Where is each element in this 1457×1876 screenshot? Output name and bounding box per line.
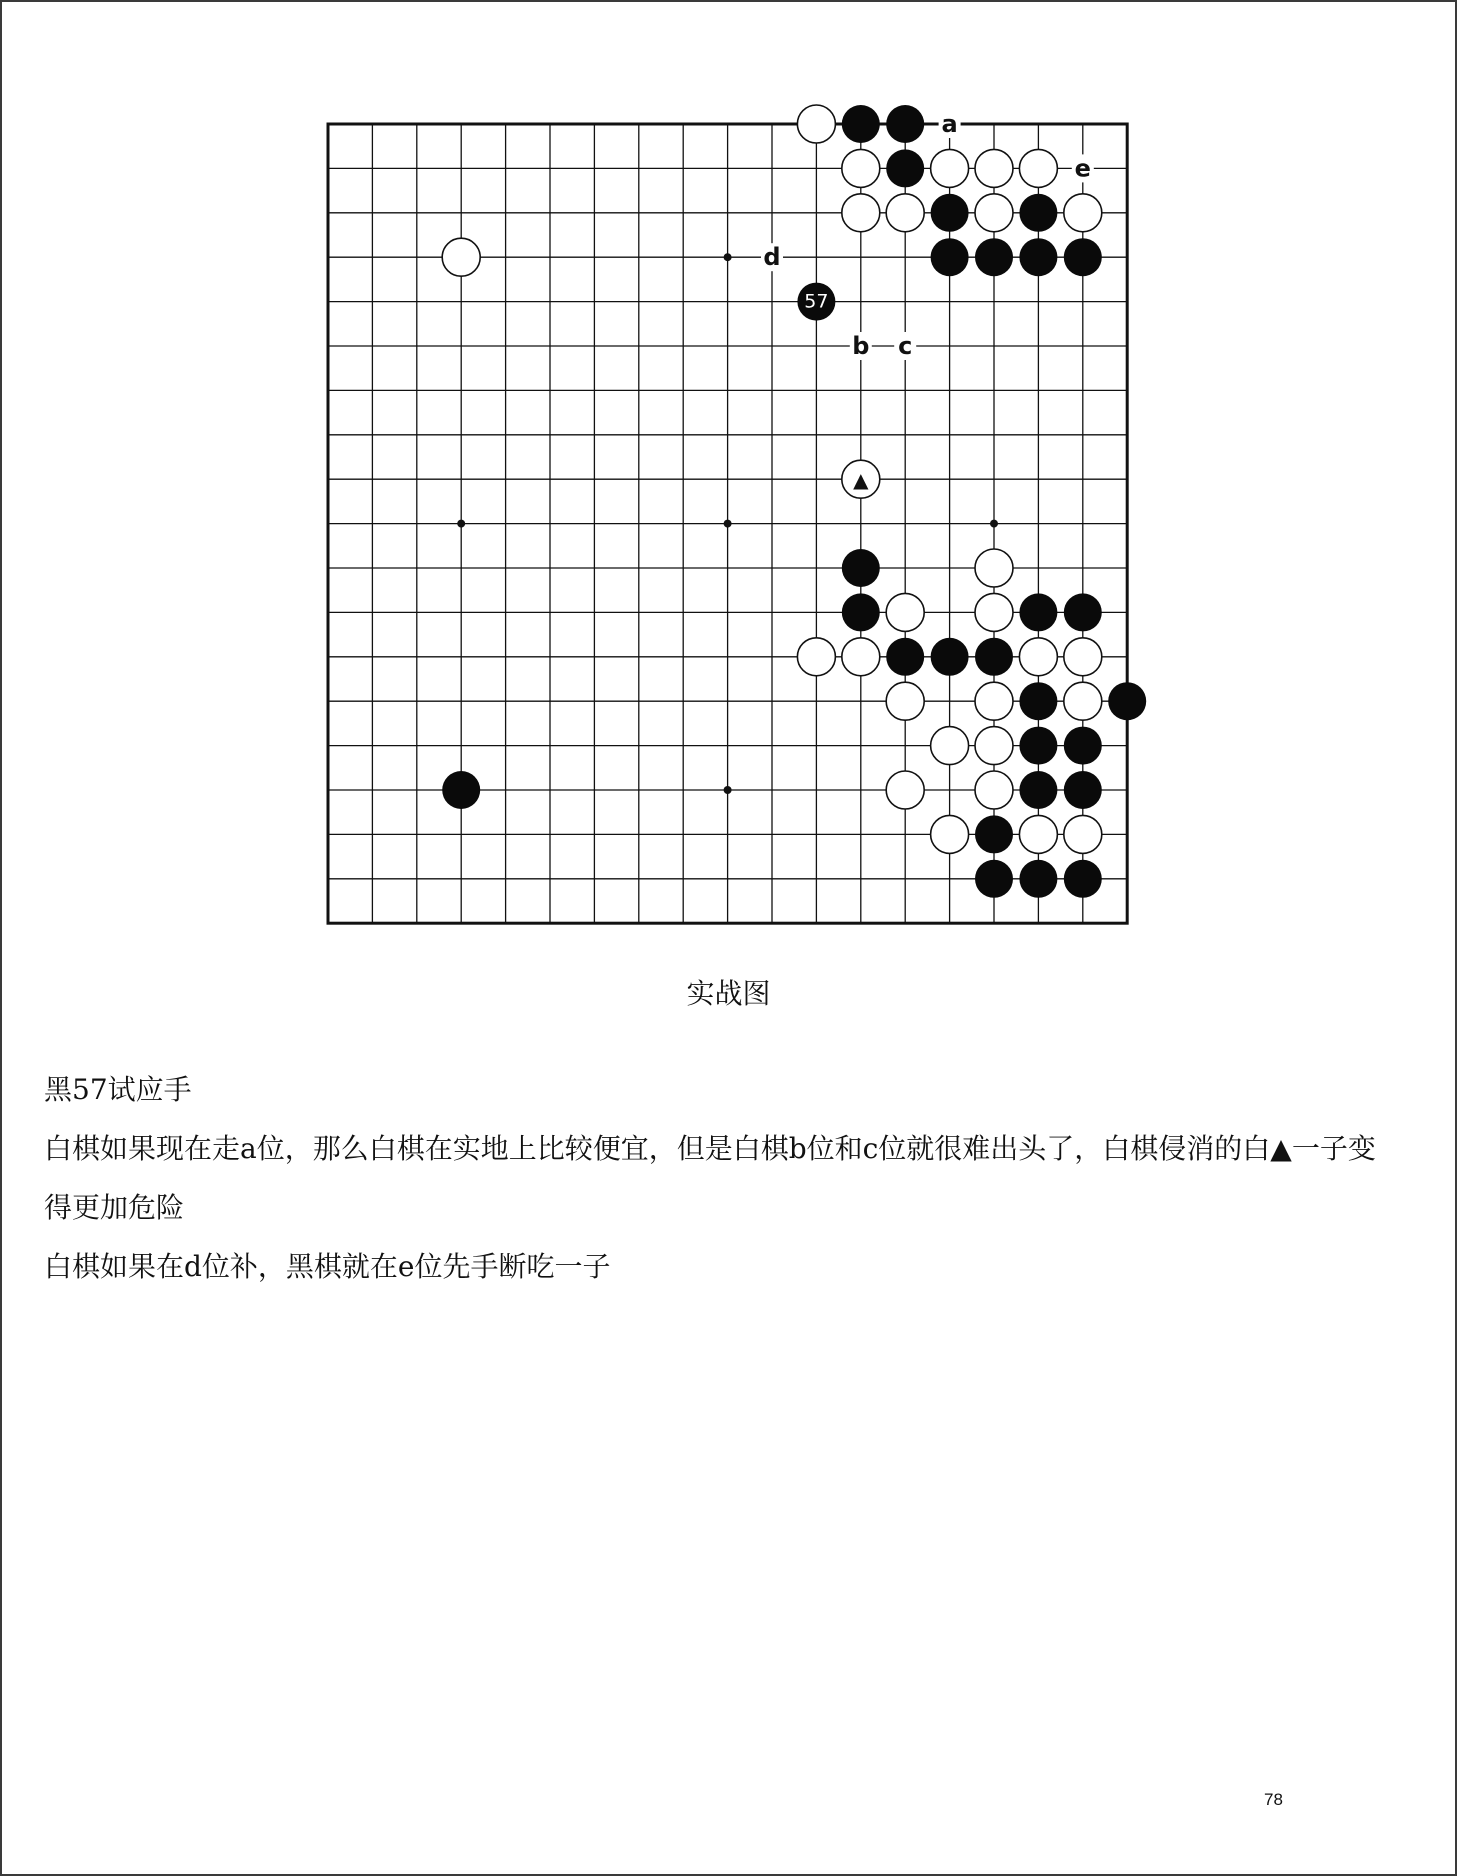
- white-stone: [886, 771, 924, 809]
- black-stone: [1108, 682, 1146, 720]
- black-stone: [1019, 860, 1057, 898]
- go-board: [2, 2, 1455, 962]
- black-stone: [842, 549, 880, 587]
- star-point: [457, 520, 465, 528]
- white-stone: [886, 194, 924, 232]
- black-stone: [975, 238, 1013, 276]
- white-stone: [842, 194, 880, 232]
- white-stone: [975, 194, 1013, 232]
- point-labels: [761, 110, 1094, 360]
- label-c: [894, 332, 916, 360]
- move-number-57: 57: [804, 290, 829, 313]
- white-stone: [1064, 638, 1102, 676]
- white-stone: [842, 149, 880, 187]
- star-point: [724, 520, 732, 528]
- label-d: [761, 243, 783, 271]
- white-stone: [842, 638, 880, 676]
- white-stone: [931, 149, 969, 187]
- black-stone: [1019, 771, 1057, 809]
- label-e: [1072, 154, 1094, 182]
- commentary: [44, 1060, 1424, 1296]
- star-point: [724, 786, 732, 794]
- star-point: [990, 520, 998, 528]
- black-stone: [975, 815, 1013, 853]
- star-point: [724, 253, 732, 261]
- black-stone: [1019, 682, 1057, 720]
- white-stone: [931, 727, 969, 765]
- svg-text:c: c: [898, 332, 913, 360]
- white-stone: [1019, 638, 1057, 676]
- white-stone: [1064, 194, 1102, 232]
- black-stone: [1064, 238, 1102, 276]
- triangle-marker-icon: ▲: [853, 468, 869, 493]
- svg-text:e: e: [1074, 154, 1091, 183]
- white-stone: [886, 682, 924, 720]
- black-stone: [1019, 238, 1057, 276]
- black-stone: [931, 238, 969, 276]
- label-b: [850, 332, 872, 360]
- white-stone: [975, 549, 1013, 587]
- black-stone: [1019, 593, 1057, 631]
- svg-text:a: a: [941, 110, 958, 138]
- black-stone-57: [797, 283, 835, 321]
- white-stone: [797, 638, 835, 676]
- white-stone: [931, 815, 969, 853]
- paragraph-3: 得更加危险: [44, 1191, 185, 1224]
- black-stone: [1019, 727, 1057, 765]
- black-stone: [886, 105, 924, 143]
- paragraph-1: 黑57试应手: [44, 1073, 192, 1106]
- label-a: [939, 110, 961, 138]
- diagram-caption: 实战图: [686, 977, 771, 1010]
- white-stone: [1019, 815, 1057, 853]
- black-stone: [842, 105, 880, 143]
- black-stone: [975, 638, 1013, 676]
- stones: [442, 105, 1146, 898]
- white-stone: [975, 682, 1013, 720]
- white-stone: [797, 105, 835, 143]
- black-stone: [886, 149, 924, 187]
- page-number: 78: [1264, 1790, 1283, 1809]
- white-stone: [442, 238, 480, 276]
- black-stone: [975, 860, 1013, 898]
- black-stone: [1064, 593, 1102, 631]
- white-stone: [975, 593, 1013, 631]
- black-stone: [1064, 727, 1102, 765]
- white-stone: [1019, 149, 1057, 187]
- black-stone: [886, 638, 924, 676]
- black-stone: [842, 593, 880, 631]
- black-stone: [931, 638, 969, 676]
- white-stone: [1064, 682, 1102, 720]
- paragraph-2: 白棋如果现在走a位，那么白棋在实地上比较便宜，但是白棋b位和c位就很难出头了，白棋侵消的白▲一子变: [44, 1132, 1376, 1165]
- white-stone: [1064, 815, 1102, 853]
- black-stone: [1064, 860, 1102, 898]
- white-triangle-stone: [842, 460, 880, 498]
- black-stone: [442, 771, 480, 809]
- black-stone: [1019, 194, 1057, 232]
- svg-text:b: b: [852, 332, 870, 360]
- black-stone: [1064, 771, 1102, 809]
- white-stone: [886, 593, 924, 631]
- paragraph-4: 白棋如果在d位补，黑棋就在e位先手断吃一子: [44, 1250, 611, 1283]
- svg-text:d: d: [763, 243, 781, 272]
- white-stone: [975, 771, 1013, 809]
- black-stone: [931, 194, 969, 232]
- white-stone: [975, 727, 1013, 765]
- white-stone: [975, 149, 1013, 187]
